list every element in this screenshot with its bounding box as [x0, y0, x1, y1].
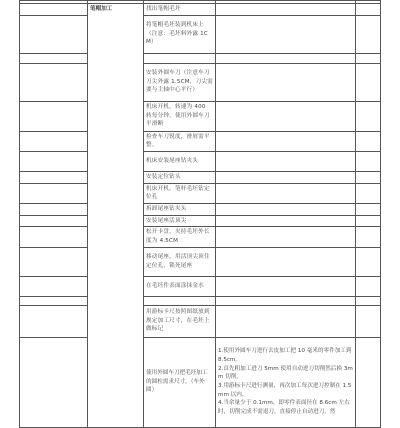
table-row: [20, 63, 381, 101]
cell-empty: [356, 337, 381, 427]
step-cell: 找出笔帽毛坯: [144, 4, 216, 16]
cell-empty: [356, 15, 381, 53]
step-cell: 拆卸尾座钻夹头: [144, 203, 216, 215]
cell-empty: [356, 151, 381, 171]
table-row: [20, 53, 381, 63]
cell-empty: [20, 215, 88, 227]
step-cell: 安装尾座活顶尖: [144, 215, 216, 227]
cell-empty: [20, 101, 88, 131]
cell-empty: [20, 296, 88, 305]
step-cell: 松开卡盘，夹持毛坯外长度为 4.5CM: [144, 227, 216, 247]
cell-empty: [216, 227, 356, 247]
cell-empty: [20, 305, 88, 337]
cell-empty: [20, 151, 88, 171]
table-row: [20, 15, 381, 53]
table-row: [20, 101, 381, 131]
note-line: 3.用游标卡尺进行测量，再次加工每次进刀控制在 1.5mm 以内。: [218, 383, 352, 398]
cell-empty: [356, 215, 381, 227]
cell-empty: [356, 276, 381, 296]
cell-empty: [20, 15, 88, 53]
process-category-label: 笔帽加工: [88, 4, 144, 428]
cell-empty: [20, 247, 88, 276]
cell-empty: [20, 171, 88, 183]
cell-empty: [20, 337, 88, 427]
cell-empty: [216, 247, 356, 276]
cell-empty: [356, 4, 381, 16]
table-row: [20, 305, 381, 337]
cell-empty: [144, 53, 216, 63]
step-cell: 机床开机，笔杆毛坯钻定位孔: [144, 183, 216, 203]
step-cell: 移动尾座，用活顶尖顶住定位孔，锁死尾座: [144, 247, 216, 276]
note-line: 1.使用外圆车刀进行去皮加工把 10 毫米的零件加工到 8.5cm。: [218, 348, 352, 364]
cell-empty: [216, 183, 356, 203]
cell-empty: [216, 151, 356, 171]
cell-empty: [216, 53, 356, 63]
table-row: [20, 215, 381, 227]
table-row: [20, 276, 381, 296]
table-row: [20, 131, 381, 151]
cell-empty: [356, 63, 381, 101]
step-cell: 机床开机，转速为 400 转每分钟，使用外圆车刀平滑断: [144, 101, 216, 131]
cell-empty: [216, 171, 356, 183]
cell-empty: [20, 131, 88, 151]
cell-empty: [144, 296, 216, 305]
table-row: [20, 151, 381, 171]
table-row: [20, 171, 381, 183]
cell-empty: [20, 203, 88, 215]
cell-empty: [20, 4, 88, 16]
cell-empty: [356, 101, 381, 131]
step-cell: 检查车刀锐度，滑屑需平整。: [144, 131, 216, 151]
cell-empty: [20, 63, 88, 101]
cell-empty: [356, 171, 381, 183]
requirement-cell: 使用外圆车刀把毛坯加工的圆柱需求尺寸。（车外圆）: [144, 337, 216, 427]
cell-empty: [216, 276, 356, 296]
cell-empty: [356, 305, 381, 337]
cell-empty: [216, 131, 356, 151]
cell-empty: [216, 305, 356, 337]
cell-empty: [20, 227, 88, 247]
table-row: [20, 203, 381, 215]
step-cell: 安装外圆车刀（注意车刀刀尖外露 1.5CM，刀尖需要与主轴中心平行）: [144, 63, 216, 101]
cell-empty: [216, 296, 356, 305]
cell-empty: [356, 183, 381, 203]
cell-empty: [356, 131, 381, 151]
cell-empty: [356, 227, 381, 247]
cell-empty: [356, 53, 381, 63]
table-row: [20, 247, 381, 276]
step-cell: 在毛坯件表面涂抹金水: [144, 276, 216, 296]
cell-empty: [20, 276, 88, 296]
cell-empty: [216, 4, 356, 16]
cell-empty: [20, 183, 88, 203]
cell-empty: [356, 247, 381, 276]
table-row: [20, 4, 381, 16]
cell-empty: [356, 203, 381, 215]
note-line: 4.当余量少于 0.1mm，即零件表面径在 8.6cm 左右时，切削完成不需退刀，直接停止自动进刀，然: [218, 400, 350, 416]
table-row: [20, 227, 381, 247]
notes-cell: [216, 337, 356, 427]
table-row: [20, 183, 381, 203]
cell-empty: [20, 53, 88, 63]
note-line: 2.首先粗加工进刀 5mm 使用自动进刀切削然后换 3mm 切削。: [218, 365, 353, 381]
cell-empty: [216, 215, 356, 227]
process-table: [19, 0, 381, 428]
step-cell: 将笔帽毛坯装到机床上（注意：毛坯料外露 1CM）: [144, 15, 216, 53]
cell-empty: [356, 296, 381, 305]
table-row: [20, 337, 381, 427]
cell-empty: [216, 15, 356, 53]
step-cell: 用游标卡尺按照图纸放到规定加工尺寸，在毛坯上做标记: [144, 305, 216, 337]
step-cell: 机床安装尾座钻夹头: [144, 151, 216, 171]
cell-empty: [216, 203, 356, 215]
cell-empty: [216, 101, 356, 131]
step-cell: 安装定位钻头: [144, 171, 216, 183]
table-row: [20, 296, 381, 305]
cell-empty: [216, 63, 356, 101]
